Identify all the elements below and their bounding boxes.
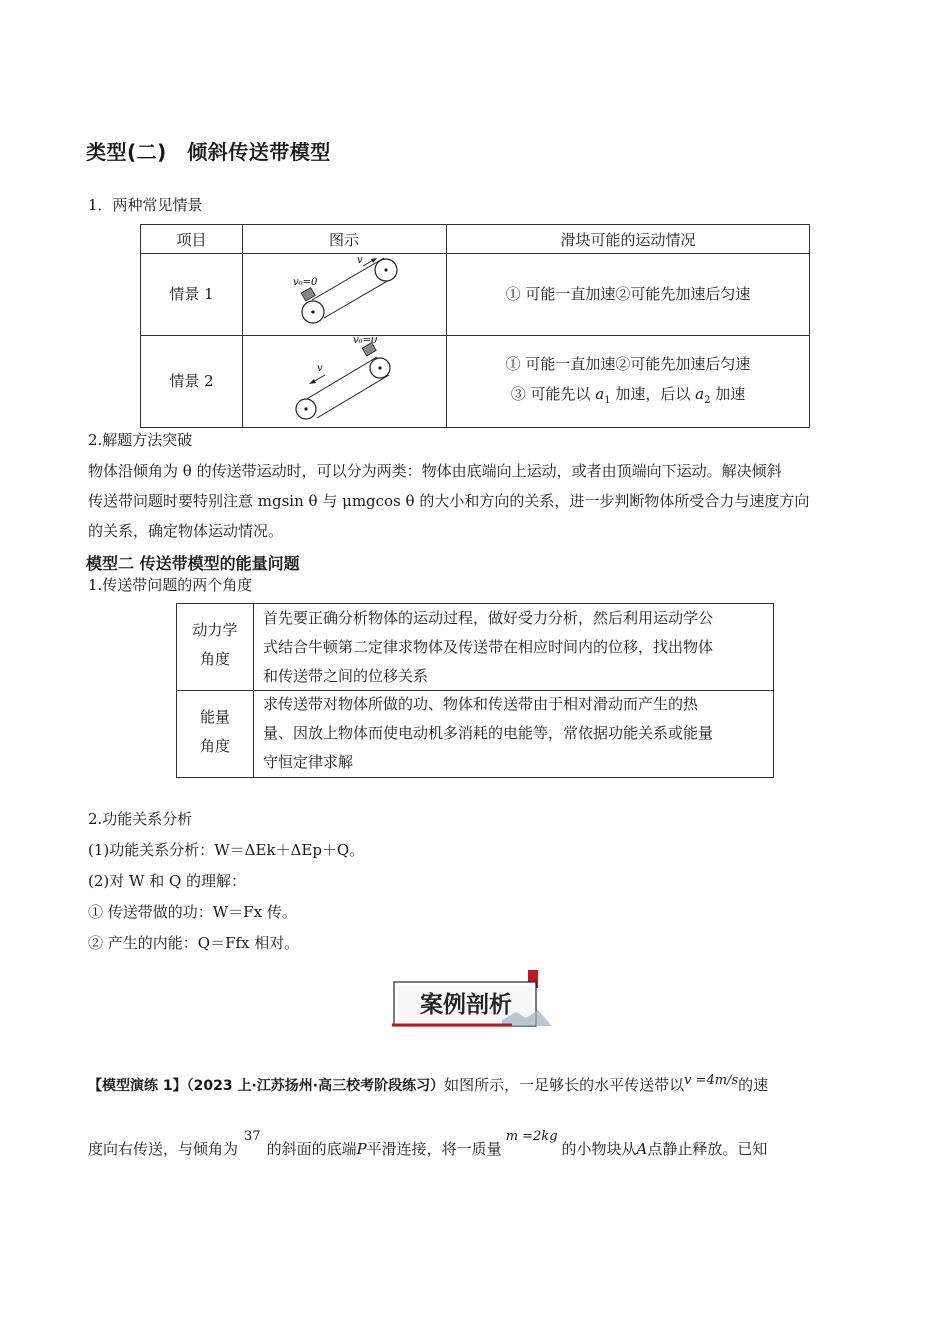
energy-text: 求传送带对物体所做的功、物体和传送带由于相对滑动而产生的热 量、因放上物体而使电动机多消耗的电能等，常依据功能关系或能量 守恒定律求解 [263, 695, 714, 771]
example-source: （2023 上·江苏扬州·高三校考阶段练习） [186, 1078, 445, 1094]
section-heading: 类型(二) 倾斜传送带模型 [86, 140, 331, 164]
func-line1: (1)功能关系分析：W＝ΔEk＋ΔEp＋Q。 [88, 841, 365, 859]
example-line2: 度向右传送，与倾角为37的斜面的底端P平滑连接，将一质量m =2kg的小物块从A点静止释放。已知 [88, 1129, 768, 1158]
scenario1-label: 情景 1 [169, 285, 214, 303]
conveyor-diagram-1 [291, 255, 401, 331]
table-header-item: 项目 [176, 231, 207, 249]
energy-label: 能量 角度 [199, 708, 230, 755]
scenario-table [140, 224, 810, 428]
table-header-figure: 图示 [328, 231, 359, 249]
dynamics-text: 首先要正确分析物体的运动过程，做好受力分析，然后利用运动学公 式结合牛顿第二定律求物体及传送带在相应时间内的位移，找出物体 和传送带之间的位移关系 [263, 609, 714, 685]
speed-expr: v =4m/s [684, 1073, 739, 1088]
v0-label: v₀=0 [293, 277, 318, 288]
func-line2: (2)对 W 和 Q 的理解： [88, 872, 247, 890]
example-line1: 【模型演练 1】（2023 上·江苏扬州·高三校考阶段练习）如图所示，一足够长的水平传送带以v =4m/s的速 [88, 1073, 769, 1094]
conveyor-diagram-2 [293, 337, 403, 421]
banner-text: 案例剖析 [420, 992, 512, 1018]
func-line4: ② 产生的内能：Q＝Ffx 相对。 [88, 934, 300, 952]
scenario1-motion: ① 可能一直加速②可能先加速后匀速 [505, 285, 751, 303]
func-line3: ① 传送带做的功：W＝Fx 传。 [88, 903, 297, 921]
case-analysis-banner [392, 970, 560, 1032]
method-line: 的关系，确定物体运动情况。 [88, 522, 284, 540]
v-label: v [357, 255, 363, 266]
scenario2-label: 情景 2 [169, 372, 214, 390]
section1-title: 1．两种常见情景 [88, 196, 203, 214]
dynamics-label: 动力学 角度 [192, 621, 238, 668]
angle-value: 37 [244, 1129, 261, 1144]
model2-title: 模型二 传送带模型的能量问题 [86, 554, 300, 573]
table-header-motion: 滑块可能的运动情况 [560, 231, 696, 249]
scenario2-motion-line2: ③ 可能先以 $a_1$ 加速，后以 $a_2$ 加速 [510, 385, 746, 406]
method-line: 传送带问题时要特别注意 mgsin θ 与 μmgcos θ 的大小和方向的关系，进一步判断物体所受合力与速度方向 [88, 492, 810, 510]
example-tag: 【模型演练 1】 [88, 1078, 187, 1094]
v0-label: v₀=0 [353, 337, 378, 346]
scenario2-motion-line1: ① 可能一直加速②可能先加速后匀速 [505, 355, 751, 373]
method-line: 物体沿倾角为 θ 的传送带运动时，可以分为两类：物体由底端向上运动，或者由顶端向下运动。解决倾斜 [88, 462, 782, 480]
func-title: 2.功能关系分析 [88, 810, 193, 828]
method-paragraph [88, 456, 868, 546]
model2-subtitle: 1.传送带问题的两个角度 [88, 576, 253, 594]
v-label: v [317, 363, 323, 374]
mass-expr: m =2kg [505, 1129, 558, 1144]
section2-title: 2.解题方法突破 [88, 431, 193, 449]
perspective-table [176, 603, 774, 778]
